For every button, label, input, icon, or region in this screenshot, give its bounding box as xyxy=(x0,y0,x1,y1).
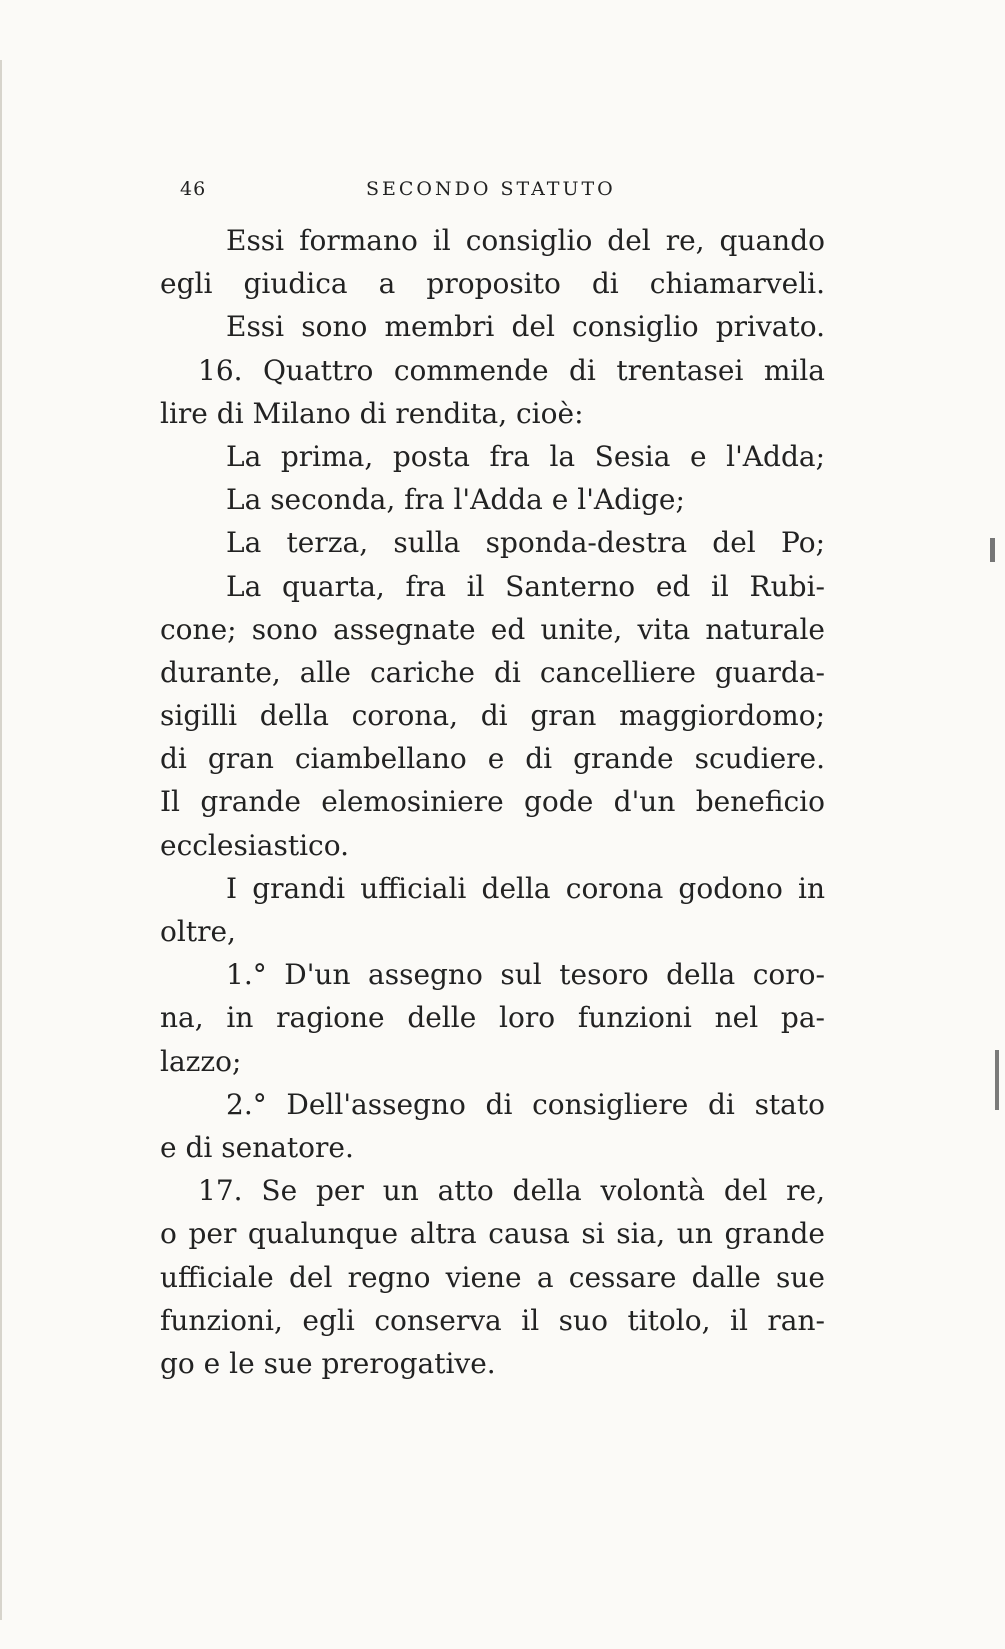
text-line: egli giudica a proposito di chiamarveli. xyxy=(160,267,825,301)
text-line: 16. Quattro commende di trentasei mila xyxy=(198,353,825,387)
text-line: Essi sono membri del consiglio privato. xyxy=(226,310,825,344)
text-line: na, in ragione delle loro funzioni nel pa- xyxy=(160,1001,825,1035)
scan-edge xyxy=(0,60,14,1620)
page-header xyxy=(180,178,820,208)
text-line: Essi formano il consiglio del re, quando xyxy=(226,224,825,257)
text-line: ufficiale del regno viene a cessare dalle sue xyxy=(160,1260,825,1294)
text-line: La quarta, fra il Santerno ed il Rubi- xyxy=(226,569,825,603)
page-number: 46 xyxy=(180,178,207,200)
text-line: La terza, sulla sponda-destra del Po; xyxy=(226,526,825,560)
text-line: e di senatore. xyxy=(160,1130,354,1164)
text-line: sigilli della corona, di gran maggiordomo; xyxy=(160,699,825,733)
text-line: La prima, posta fra la Sesia e l'Adda; xyxy=(226,439,825,473)
text-line: funzioni, egli conserva il suo titolo, il ran- xyxy=(160,1303,825,1337)
scan-mark xyxy=(990,538,995,562)
text-line: La seconda, fra l'Adda e l'Adige; xyxy=(226,483,685,517)
text-line: 17. Se per un atto della volontà del re, xyxy=(198,1174,825,1208)
text-line: lire di Milano di rendita, cioè: xyxy=(160,396,584,430)
text-line: 1.° D'un assegno sul tesoro della coro- xyxy=(226,958,825,992)
text-line: lazzo; xyxy=(160,1044,242,1078)
text-line: cone; sono assegnate ed unite, vita naturale xyxy=(160,612,825,646)
running-head: SECONDO STATUTO xyxy=(366,178,616,200)
text-line: di gran ciambellano e di grande scudiere. xyxy=(160,742,825,776)
text-line: ecclesiastico. xyxy=(160,828,349,862)
text-line: o per qualunque altra causa si sia, un grande xyxy=(160,1217,825,1251)
text-line: go e le sue prerogative. xyxy=(160,1346,496,1380)
scan-mark xyxy=(995,1050,999,1110)
body-text xyxy=(160,219,825,1385)
text-line: durante, alle cariche di cancelliere guarda- xyxy=(160,655,825,689)
text-line: Il grande elemosiniere gode d'un beneficio xyxy=(160,785,825,819)
text-line: oltre, xyxy=(160,915,236,948)
text-line: I grandi ufficiali della corona godono in xyxy=(226,871,825,905)
text-line: 2.° Dell'assegno di consigliere di stato xyxy=(226,1087,825,1121)
